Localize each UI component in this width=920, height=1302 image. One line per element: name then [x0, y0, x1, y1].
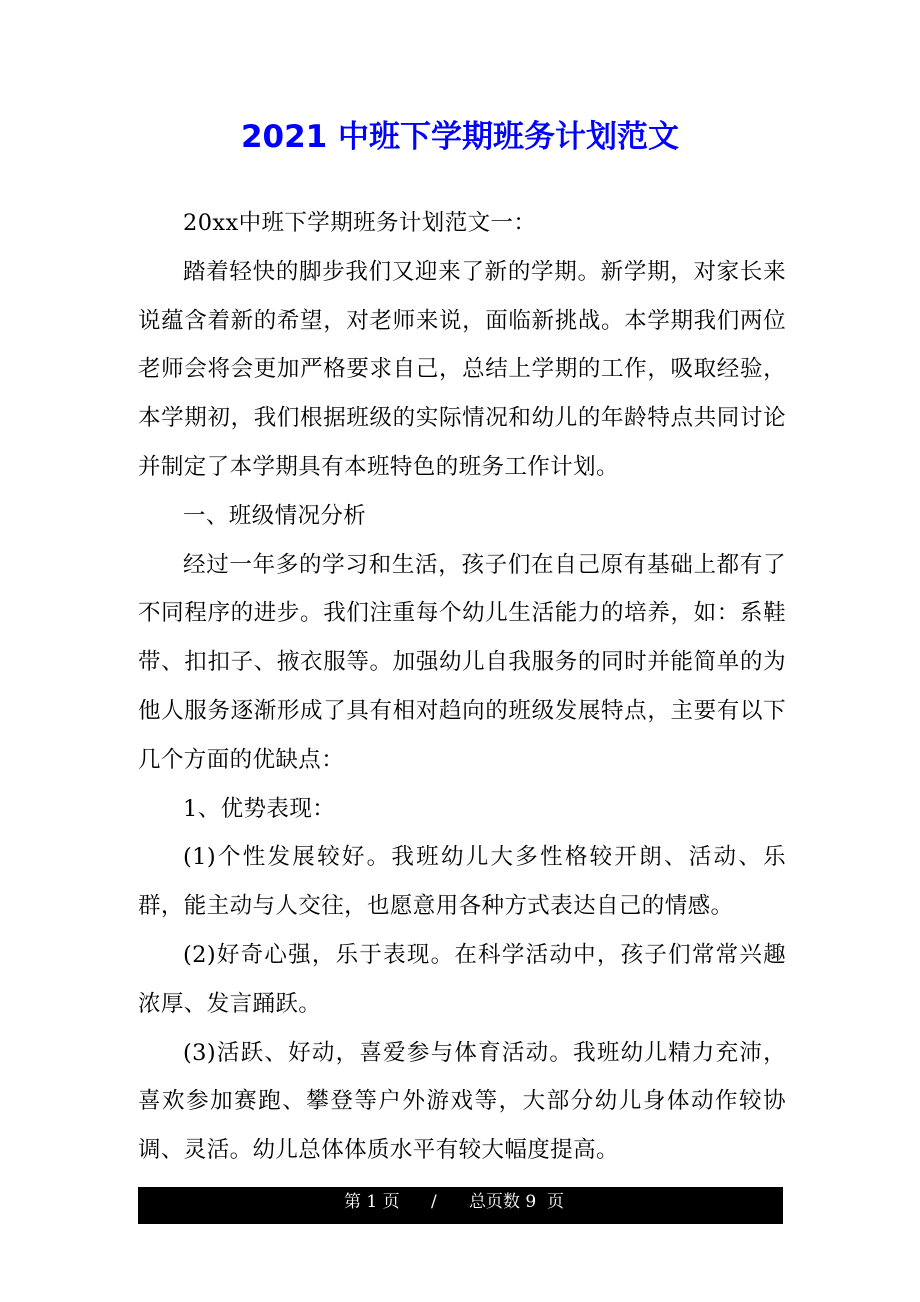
subsection-heading-strengths: 1、优势表现： — [183, 795, 336, 822]
section-heading-class-analysis: 一、班级情况分析 — [183, 502, 367, 529]
list-item-3: (3)活跃、好动，喜爱参与体育活动。我班幼儿精力充沛，喜欢参加赛跑、攀登等户外游戏等，大部分幼儿身体动作较协调、灵活。幼儿总体体质水平有较大幅度提高。 — [138, 1039, 786, 1164]
page-footer — [138, 1187, 783, 1224]
page-number: 第 1 页 — [344, 1192, 400, 1212]
list-item-1: (1)个性发展较好。我班幼儿大多性格较开朗、活动、乐群，能主动与人交往，也愿意用各种方式表达自己的情感。 — [138, 844, 786, 920]
paragraph-heading: 20xx中班下学期班务计划范文一： — [183, 210, 537, 236]
document-title: 2021 中班下学期班务计划范文 — [240, 119, 680, 155]
page-separator: / — [431, 1192, 437, 1212]
document-body — [138, 199, 786, 1175]
list-item-2: (2)好奇心强，乐于表现。在科学活动中，孩子们常常兴趣浓厚、发言踊跃。 — [138, 941, 786, 1017]
paragraph-intro: 踏着轻快的脚步我们又迎来了新的学期。新学期，对家长来说蕴含着新的希望，对老师来说，面临新挑战。本学期我们两位老师会将会更加严格要求自己，总结上学期的工作，吸取经验，本学期初，我们根据班级的实际情况和幼儿的年龄特点共同讨论并制定了本学期具有本班特色的班务工作计划。 — [138, 258, 786, 480]
total-pages: 总页数 9 页 — [469, 1192, 565, 1212]
paragraph-analysis: 经过一年多的学习和生活，孩子们在自己原有基础上都有了不同程序的进步。我们注重每个幼儿生活能力的培养，如：系鞋带、扣扣子、掖衣服等。加强幼儿自我服务的同时并能简单的为他人服务逐渐形成了具有相对趋向的班级发展特点，主要有以下几个方面的优缺点： — [138, 551, 786, 773]
